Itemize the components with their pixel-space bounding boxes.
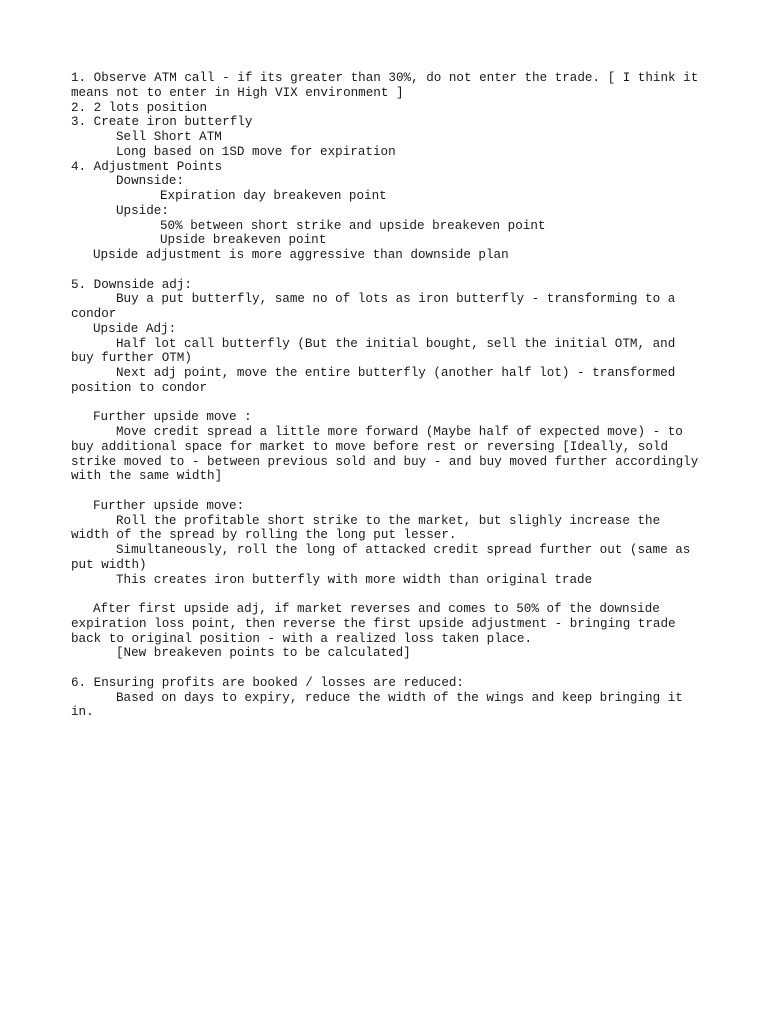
further-move-detail: Move credit spread a little more forward (Maybe half of expected move) - to	[116, 425, 683, 439]
blank-line	[71, 587, 701, 602]
step-5-detail-wrap: position to condor	[71, 380, 208, 395]
step-3-detail: Sell Short ATM	[116, 130, 222, 144]
step-4-detail: Expiration day breakeven point	[160, 189, 387, 203]
further-move-detail-wrap: width of the spread by rolling the long put lesser.	[71, 528, 457, 543]
step-6-detail-wrap: in.	[71, 705, 94, 720]
reversal-paragraph-wrap: expiration loss point, then reverse the first upside adjustment - bringing trade	[71, 616, 676, 631]
further-move-detail: Roll the profitable short strike to the market, but slighly increase the	[116, 513, 661, 528]
step-5-subheading: Upside Adj:	[93, 321, 177, 336]
blank-line	[71, 396, 701, 411]
further-move-detail-wrap: strike moved to - between previous sold and buy - and buy moved further accordingly	[71, 454, 699, 469]
further-move-detail: This creates iron butterfly with more width than original trade	[116, 572, 593, 587]
step-6-line: 6. Ensuring profits are booked / losses are reduced:	[71, 675, 464, 690]
blank-line	[71, 661, 701, 676]
step-4-note: Upside adjustment is more aggressive than downside plan	[93, 248, 509, 262]
step-4-line: 4. Adjustment Points	[71, 159, 223, 174]
reversal-note: [New breakeven points to be calculated]	[116, 646, 411, 661]
further-move-heading: Further upside move :	[93, 410, 252, 425]
step-4-detail: Upside breakeven point	[160, 233, 327, 248]
reversal-paragraph-wrap: back to original position - with a realized loss taken place.	[71, 631, 533, 646]
step-3-detail: Long based on 1SD move for expiration	[116, 144, 396, 159]
step-5-detail-wrap: buy further OTM)	[71, 351, 192, 366]
step-2-line: 2. 2 lots position	[71, 100, 208, 115]
step-5-detail: Buy a put butterfly, same no of lots as iron butterfly - transforming to a	[116, 292, 676, 307]
further-move-heading: Further upside move:	[93, 498, 245, 513]
step-4-subheading: Upside:	[116, 203, 169, 218]
blank-line	[71, 484, 701, 499]
further-move-detail-wrap: buy additional space for market to move before rest or reversing [Ideally, sold	[71, 439, 669, 454]
blank-line	[71, 263, 701, 278]
further-move-detail: Simultaneously, roll the long of attacked credit spread further out (same as	[116, 543, 691, 557]
step-6-detail: Based on days to expiry, reduce the width of the wings and keep bringing it	[116, 690, 683, 705]
step-5-detail-wrap: condor	[71, 307, 117, 321]
further-move-detail-wrap: put width)	[71, 557, 147, 572]
document-body	[71, 71, 701, 720]
step-4-detail: 50% between short strike and upside breakeven point	[160, 218, 546, 233]
step-5-detail: Half lot call butterfly (But the initial bought, sell the initial OTM, and	[116, 336, 676, 351]
further-move-detail-wrap: with the same width]	[71, 469, 223, 484]
step-3-line: 3. Create iron butterfly	[71, 115, 253, 130]
step-5-detail: Next adj point, move the entire butterfly (another half lot) - transformed	[116, 366, 676, 380]
step-1-line: 1. Observe ATM call - if its greater than 30%, do not enter the trade. [ I think it	[71, 71, 699, 85]
step-5-line: 5. Downside adj:	[71, 277, 192, 292]
step-4-subheading: Downside:	[116, 174, 185, 189]
step-1-line: means not to enter in High VIX environment ]	[71, 85, 404, 100]
reversal-paragraph: After first upside adj, if market reverses and comes to 50% of the downside	[93, 602, 660, 616]
